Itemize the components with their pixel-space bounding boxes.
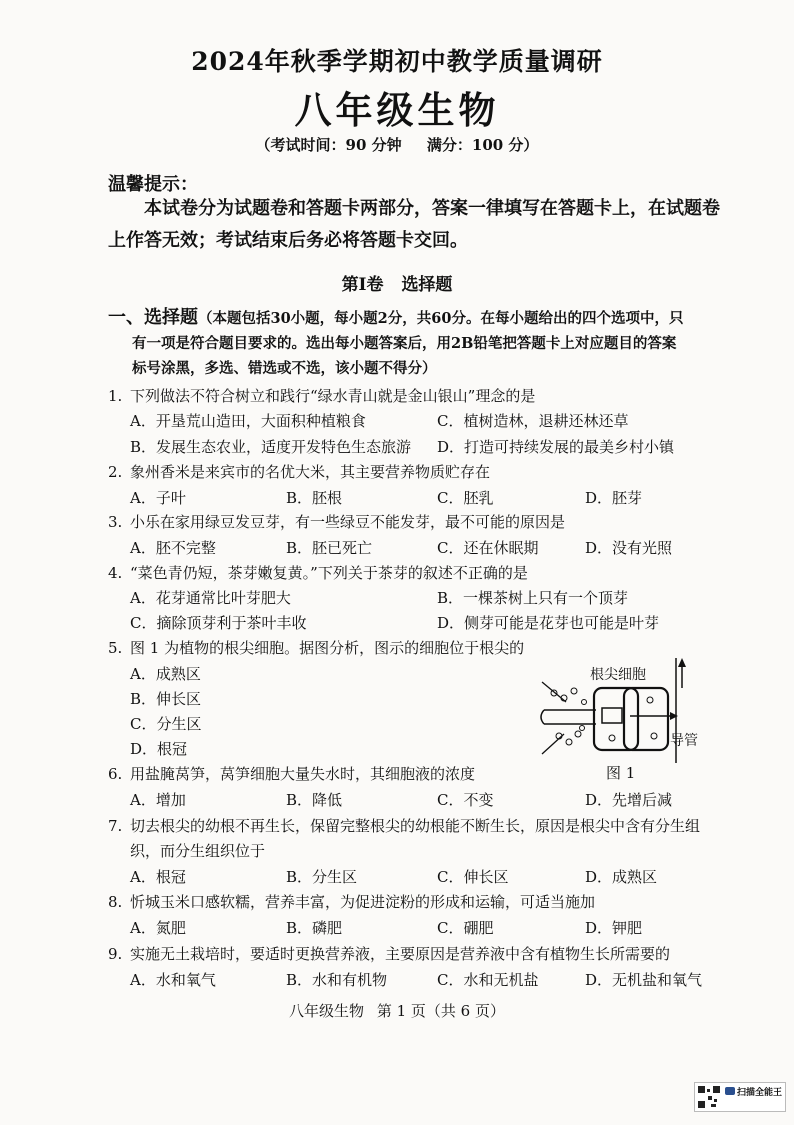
option-c: C．分生区 — [130, 715, 202, 733]
option-a: A．胚不完整 — [130, 539, 216, 557]
exam-time: （考试时间：90 分钟 — [255, 136, 402, 154]
exam-score: 满分：100 分） — [426, 136, 539, 154]
section-name: 选择题 — [401, 275, 453, 295]
option-c: C．胚乳 — [437, 489, 494, 507]
section-title — [0, 270, 794, 295]
question-1: 1. 下列做法不符合树立和践行“绿水青山就是金山银山”理念的是 — [108, 387, 536, 405]
option-c: C．水和无机盐 — [437, 971, 539, 989]
part-one-instructions: （本题包括30小题，每小题2分，共60分。在每小题给出的四个选项中，只 — [198, 310, 684, 327]
option-d: D．打造可持续发展的最美乡村小镇 — [437, 438, 675, 456]
footer-subject: 八年级生物 — [289, 1002, 365, 1020]
tips-title: 温馨提示： — [108, 174, 198, 195]
option-b: B．降低 — [286, 791, 343, 809]
scanner-logo-icon — [725, 1087, 735, 1095]
question-stem: 下列做法不符合树立和践行“绿水青山就是金山银山”理念的是 — [130, 387, 536, 405]
option-a: A．开垦荒山造田，大面积种植粮食 — [130, 412, 366, 430]
question-stem: 忻城玉米口感软糯，营养丰富，为促进淀粉的形成和运输，可适当施加 — [130, 893, 596, 911]
option-b: B．水和有机物 — [286, 971, 388, 989]
exam-info — [0, 134, 794, 155]
part-one-label: 一、选择题 — [108, 307, 198, 328]
scanner-watermark — [694, 1082, 786, 1112]
exam-title: 2024年秋季学期初中教学质量调研 — [191, 47, 603, 76]
question-stem: 切去根尖的幼根不再生长，保留完整根尖的幼根能不断生长，原因是根尖中含有分生组 — [130, 817, 701, 835]
option-c: C．伸长区 — [437, 868, 509, 886]
option-d: D．侧芽可能是花芽也可能是叶芽 — [437, 614, 660, 632]
question-stem: “菜色青仍短，茶芽嫩复黄。”下列关于茶芽的叙述不正确的是 — [130, 564, 528, 582]
option-b: B．伸长区 — [130, 690, 202, 708]
question-stem: 图 1 为植物的根尖细胞。据图分析，图示的细胞位于根尖的 — [130, 639, 525, 657]
question-4: 4. “菜色青仍短，茶芽嫩复黄。”下列关于茶芽的叙述不正确的是 — [108, 564, 528, 582]
question-7-stem-cont: 织，而分生组织位于 — [130, 842, 266, 860]
option-a: A．子叶 — [130, 489, 186, 507]
footer-page: 第 1 页（共 6 页） — [376, 1002, 505, 1020]
part-one-instructions-2: 有一项是符合题目要求的。选出每小题答案后，用2B铅笔把答题卡上对应题目的答案 — [132, 335, 677, 352]
question-8: 8. 忻城玉米口感软糯，营养丰富，为促进淀粉的形成和运输，可适当施加 — [108, 893, 596, 911]
option-d: D．成熟区 — [585, 868, 658, 886]
question-stem: 用盐腌莴笋，莴笋细胞大量失水时，其细胞液的浓度 — [130, 765, 476, 783]
option-b: B．发展生态农业，适度开发特色生态旅游 — [130, 438, 412, 456]
option-d: D．钾肥 — [585, 919, 643, 937]
option-a: A．花芽通常比叶芽肥大 — [130, 589, 291, 607]
figure-label-cell: 根尖细胞 — [590, 667, 646, 683]
option-c: C．摘除顶芽利于茶叶丰收 — [130, 614, 307, 632]
option-c: C．还在休眠期 — [437, 539, 539, 557]
option-c: C．硼肥 — [437, 919, 494, 937]
question-5: 5. 图 1 为植物的根尖细胞。据图分析，图示的细胞位于根尖的 — [108, 639, 525, 657]
tips-text: 本试卷分为试题卷和答题卡两部分，答案一律填写在答题卡上，在试题卷上作答无效；考试结束后务必将答题卡交回。 — [108, 198, 720, 251]
scanner-text: 扫描全能王 — [737, 1088, 783, 1098]
option-d: D．胚芽 — [585, 489, 643, 507]
figure-caption: 图 1 — [606, 764, 636, 782]
option-b: B．胚根 — [286, 489, 343, 507]
question-6: 6. 用盐腌莴笋，莴笋细胞大量失水时，其细胞液的浓度 — [108, 765, 476, 783]
qr-code-icon — [697, 1085, 721, 1109]
question-9: 9. 实施无土栽培时，要适时更换营养液，主要原因是营养液中含有植物生长所需要的 — [108, 945, 671, 963]
option-c: C．植树造林，退耕还林还草 — [437, 412, 629, 430]
option-b: B．磷肥 — [286, 919, 343, 937]
option-b: B．分生区 — [286, 868, 358, 886]
question-3: 3. 小乐在家用绿豆发豆芽，有一些绿豆不能发芽，最不可能的原因是 — [108, 513, 566, 531]
option-a: A．氮肥 — [130, 919, 186, 937]
option-a: A．根冠 — [130, 868, 186, 886]
option-a: A．水和氧气 — [130, 971, 216, 989]
page-footer — [0, 1000, 794, 1021]
subject-title: 八年级生物 — [294, 88, 500, 132]
option-a: A．成熟区 — [130, 665, 201, 683]
option-d: D．无机盐和氧气 — [585, 971, 703, 989]
question-stem: 象州香米是来宾市的名优大米，其主要营养物质贮存在 — [130, 463, 491, 481]
part-one-header — [108, 305, 720, 381]
option-b: B．一棵茶树上只有一个顶芽 — [437, 589, 629, 607]
option-d: D．根冠 — [130, 740, 188, 758]
section-part: 第Ⅰ卷 — [341, 275, 384, 295]
option-d: D．没有光照 — [585, 539, 673, 557]
part-one-instructions-3: 标号涂黑，多选、错选或不选，该小题不得分） — [132, 360, 437, 377]
option-d: D．先增后减 — [585, 791, 673, 809]
question-stem: 小乐在家用绿豆发豆芽，有一些绿豆不能发芽，最不可能的原因是 — [130, 513, 566, 531]
figure-label-vessel: 导管 — [670, 733, 698, 749]
option-c: C．不变 — [437, 791, 494, 809]
question-2: 2. 象州香米是来宾市的名优大米，其主要营养物质贮存在 — [108, 463, 491, 481]
question-7: 7. 切去根尖的幼根不再生长，保留完整根尖的幼根能不断生长，原因是根尖中含有分生组 — [108, 817, 701, 835]
option-b: B．胚已死亡 — [286, 539, 373, 557]
question-stem: 实施无土栽培时，要适时更换营养液，主要原因是营养液中含有植物生长所需要的 — [130, 945, 671, 963]
option-a: A．增加 — [130, 791, 186, 809]
